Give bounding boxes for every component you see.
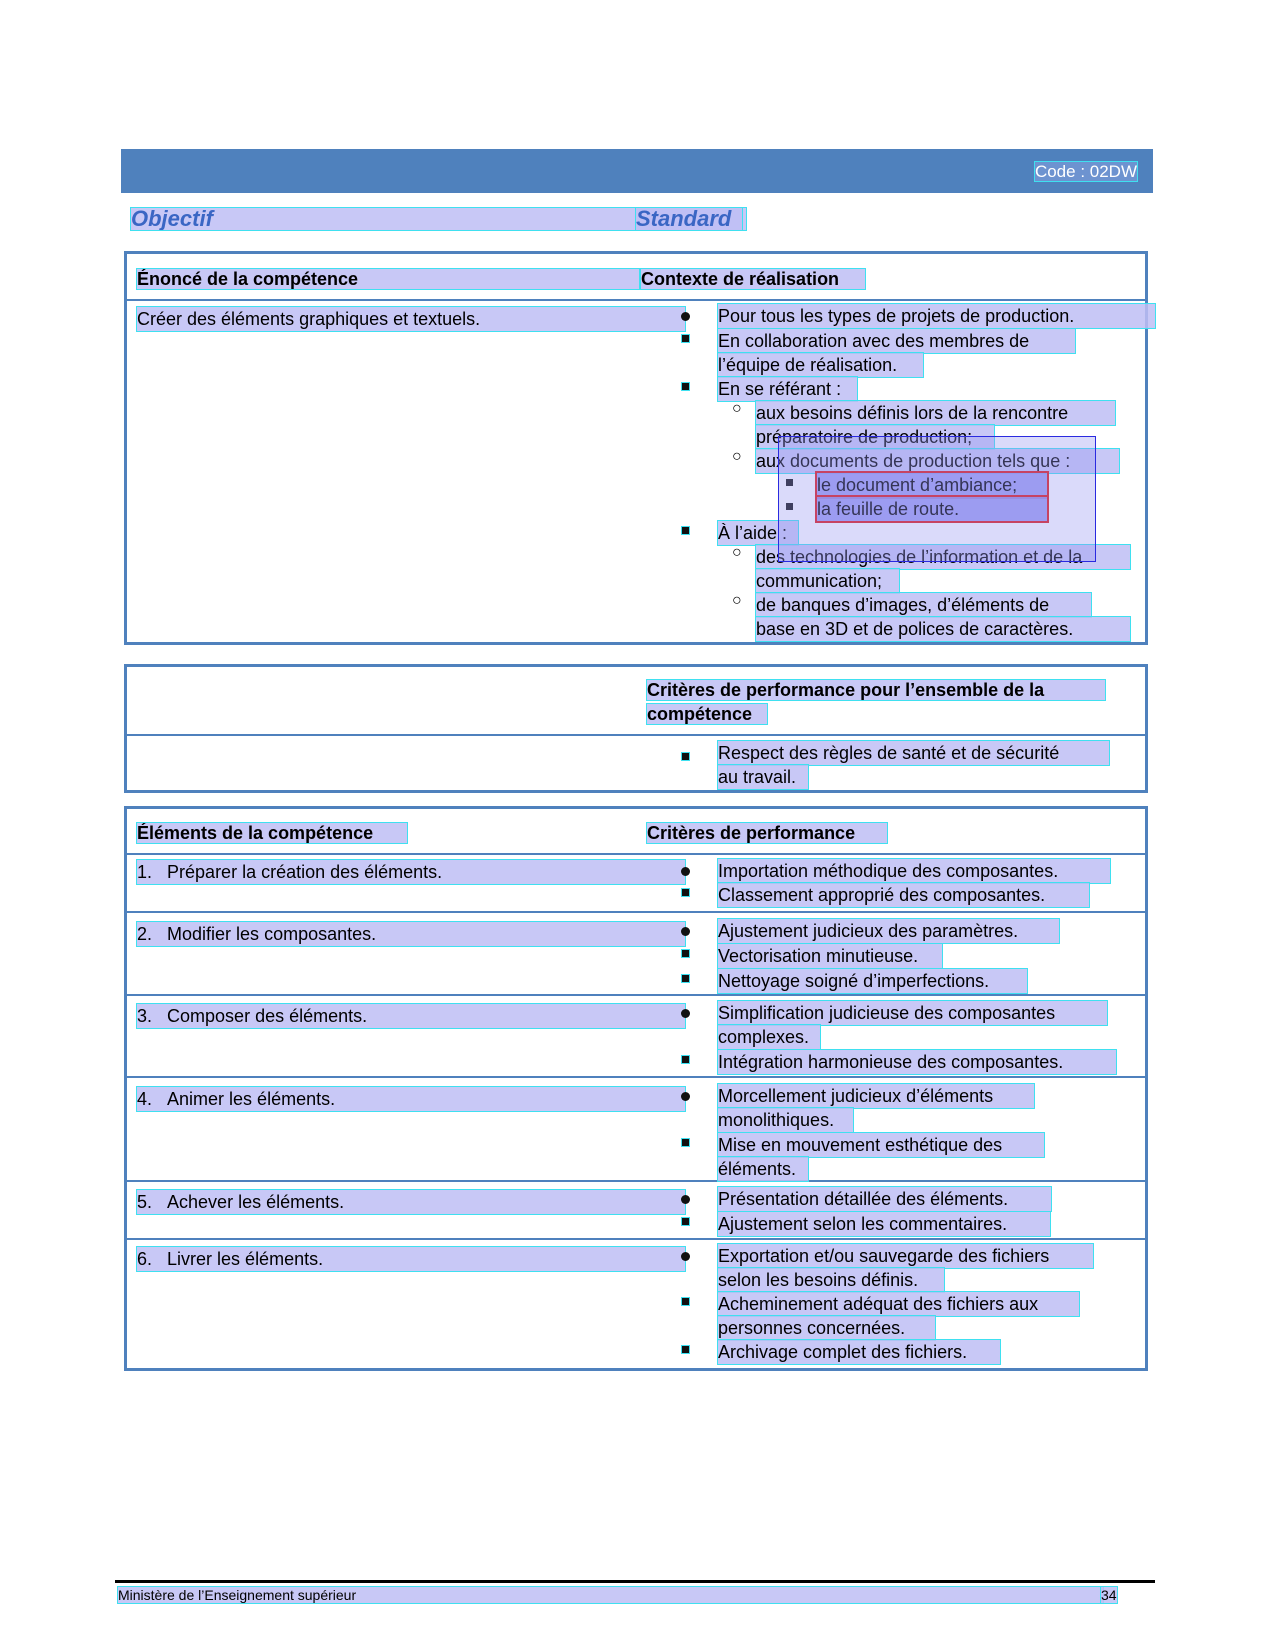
context-item-cont: l’équipe de réalisation. — [718, 353, 923, 377]
context-subitem-cont: base en 3D et de polices de caractères. — [756, 617, 1130, 641]
bullet-icon — [681, 1092, 690, 1101]
circle-bullet-icon: ○ — [732, 448, 742, 465]
context-subitem: aux documents de production tels que : — [756, 449, 1119, 473]
competency-code-text: Code : 02DW — [1034, 162, 1137, 181]
element-row — [127, 1078, 1145, 1182]
criterion: Simplification judicieuse des composantes — [718, 1001, 1107, 1025]
bullet-icon — [682, 889, 689, 896]
standard-title: Standard — [636, 208, 742, 230]
page-number: 34 — [1101, 1587, 1117, 1603]
global-criteria-table — [124, 664, 1148, 793]
bullet-icon — [682, 753, 689, 760]
bullet-icon — [682, 1218, 689, 1225]
context-subitem-cont: préparatoire de production; — [756, 425, 994, 449]
element-label: 6. Livrer les éléments. — [137, 1247, 685, 1271]
element-row — [127, 1182, 1145, 1240]
criterion-cont: éléments. — [718, 1157, 808, 1181]
bullet-icon — [681, 1195, 690, 1204]
context-subsubitem[interactable]: le document d’ambiance; — [817, 473, 1047, 497]
selection-box — [778, 436, 1096, 562]
criterion: Morcellement judicieux d’éléments — [718, 1084, 1034, 1108]
objectif-title: Objectif — [131, 208, 746, 230]
statement-header: Énoncé de la compétence — [137, 269, 639, 289]
criterion-cont: personnes concernées. — [718, 1316, 935, 1340]
criterion-cont: monolithiques. — [718, 1108, 853, 1132]
competency-table-header — [127, 254, 1145, 301]
criterion-cont: complexes. — [718, 1025, 820, 1049]
context-subitem: aux besoins définis lors de la rencontre — [756, 401, 1115, 425]
elements-header: Éléments de la compétence — [137, 823, 407, 843]
bullet-icon — [682, 1298, 689, 1305]
competency-code — [1033, 162, 1139, 182]
element-label: 1. Préparer la création des éléments. — [137, 860, 685, 884]
footer-divider — [115, 1580, 1155, 1583]
bullet-icon — [682, 1056, 689, 1063]
footer-ministry: Ministère de l’Enseignement supérieur — [118, 1587, 1103, 1603]
bullet-icon — [681, 312, 690, 321]
circle-bullet-icon: ○ — [732, 400, 742, 417]
context-item: À l’aide : — [718, 521, 798, 545]
criterion: Présentation détaillée des éléments. — [718, 1187, 1051, 1211]
performance-criteria-header: Critères de performance — [647, 823, 887, 843]
context-subitem-cont: communication; — [756, 569, 899, 593]
element-row — [127, 996, 1145, 1078]
bullet-icon — [682, 383, 689, 390]
bullet-icon — [682, 975, 689, 982]
bullet-icon — [682, 1139, 689, 1146]
criterion: Classement approprié des composantes. — [718, 883, 1089, 907]
bullet-icon — [681, 1252, 690, 1261]
criterion: Ajustement selon les commentaires. — [718, 1212, 1050, 1236]
context-item: Pour tous les types de projets de production. — [718, 304, 1155, 328]
element-row — [127, 1240, 1145, 1366]
global-criteria-title: Critères de performance pour l’ensemble de la — [647, 680, 1105, 700]
circle-bullet-icon: ○ — [732, 592, 742, 609]
element-row — [127, 855, 1145, 913]
element-row — [127, 913, 1145, 996]
criterion: Archivage complet des fichiers. — [718, 1340, 1000, 1364]
global-criteria-body — [127, 736, 1145, 790]
context-subsubitem[interactable]: la feuille de route. — [817, 497, 1047, 521]
context-item: En collaboration avec des membres de — [718, 329, 1075, 353]
bullet-icon — [681, 927, 690, 936]
bullet-icon — [682, 527, 689, 534]
element-label: 3. Composer des éléments. — [137, 1004, 685, 1028]
criterion: Ajustement judicieux des paramètres. — [718, 919, 1059, 943]
context-subitem: de banques d’images, d’éléments de — [756, 593, 1091, 617]
global-criteria-header — [127, 667, 1145, 736]
criterion: Nettoyage soigné d’imperfections. — [718, 969, 1027, 993]
bullet-icon — [682, 950, 689, 957]
bullet-icon — [682, 1346, 689, 1353]
criterion: Importation méthodique des composantes. — [718, 859, 1110, 883]
competency-statement: Créer des éléments graphiques et textuels. — [137, 307, 685, 331]
bullet-icon — [681, 867, 690, 876]
bullet-icon — [682, 335, 689, 342]
criterion-cont: selon les besoins définis. — [718, 1268, 944, 1292]
elements-table-header — [127, 809, 1145, 855]
criterion: Mise en mouvement esthétique des — [718, 1133, 1044, 1157]
elements-table — [124, 806, 1148, 1371]
context-item: En se référant : — [718, 377, 857, 401]
context-subitem: des technologies de l’information et de la — [756, 545, 1130, 569]
criterion: Acheminement adéquat des fichiers aux — [718, 1292, 1079, 1316]
criteria-item-cont: au travail. — [718, 765, 808, 789]
element-label: 5. Achever les éléments. — [137, 1190, 685, 1214]
criterion: Vectorisation minutieuse. — [718, 944, 942, 968]
criterion: Exportation et/ou sauvegarde des fichiers — [718, 1244, 1093, 1268]
element-label: 2. Modifier les composantes. — [137, 922, 685, 946]
circle-bullet-icon: ○ — [732, 544, 742, 561]
criterion: Intégration harmonieuse des composantes. — [718, 1050, 1116, 1074]
context-header: Contexte de réalisation — [641, 269, 865, 289]
criteria-item: Respect des règles de santé et de sécurité — [718, 741, 1109, 765]
element-label: 4. Animer les éléments. — [137, 1087, 685, 1111]
header-band — [121, 149, 1153, 193]
global-criteria-title-cont: compétence — [647, 704, 767, 724]
bullet-icon — [681, 1009, 690, 1018]
